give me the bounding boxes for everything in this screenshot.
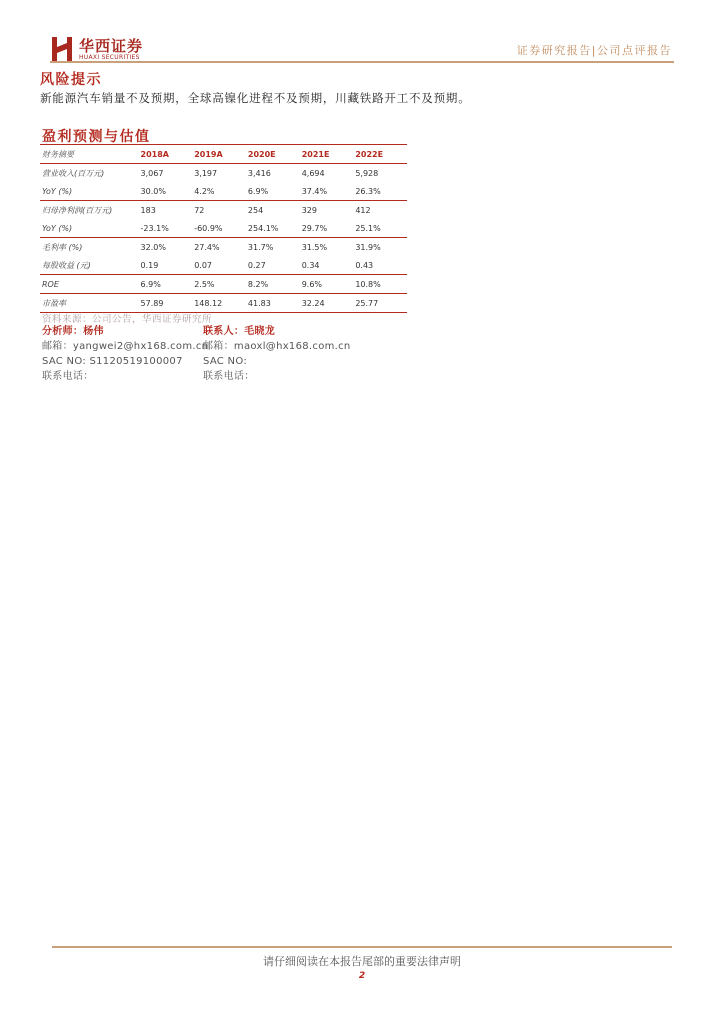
- table-cell: 412: [355, 205, 371, 215]
- forecast-section-title: 盈利预测与估值: [42, 129, 151, 145]
- table-cell: 0.07: [192, 256, 246, 275]
- logo-chinese-name: 华西证券: [79, 37, 144, 55]
- table-source-note: 资料来源：公司公告，华西证券研究所: [42, 314, 213, 325]
- table-row: [40, 275, 407, 294]
- risk-section-text: 新能源汽车销量不及预期，全球高镍化进程不及预期，川藏铁路开工不及预期。: [40, 91, 471, 105]
- analyst-sac-number: SAC NO: S1120519100007: [42, 356, 183, 367]
- row-label: 归母净利润(百万元): [42, 205, 113, 215]
- row-label: 市盈率: [40, 294, 139, 313]
- header-divider: [50, 61, 674, 63]
- table-cell: 3,197: [194, 168, 218, 178]
- analyst-email[interactable]: 邮箱：yangwei2@hx168.com.cn: [42, 341, 209, 352]
- row-label: ROE: [40, 275, 139, 294]
- table-cell: 37.4%: [300, 182, 354, 201]
- table-cell: 4,694: [301, 168, 325, 178]
- analyst-block: [42, 324, 208, 384]
- forecast-table-header: [40, 145, 407, 164]
- table-cell: 6.9%: [139, 275, 193, 294]
- forecast-table: [40, 144, 407, 313]
- page-number: 2: [358, 971, 366, 981]
- table-cell: 57.89: [139, 294, 193, 313]
- table-cell: 26.3%: [353, 182, 407, 201]
- contact-block: [203, 324, 351, 384]
- table-row: [40, 201, 407, 220]
- legal-notice: 请仔细阅读在本报告尾部的重要法律声明: [263, 955, 461, 968]
- table-row: [40, 219, 407, 238]
- table-cell: 27.4%: [194, 242, 220, 252]
- table-row: [40, 238, 407, 257]
- analyst-phone: 联系电话：: [42, 371, 94, 382]
- table-header-year: 2019A: [192, 145, 246, 164]
- table-header-year: 2021E: [300, 145, 354, 164]
- table-row: [40, 256, 407, 275]
- report-type-label: 证券研究报告|公司点评报告: [516, 44, 672, 57]
- table-cell: 29.7%: [300, 219, 354, 238]
- contact-sac-number: SAC NO:: [203, 356, 248, 367]
- table-header-label: 财务摘要: [40, 145, 139, 164]
- table-row: [40, 294, 407, 313]
- table-cell: 4.2%: [192, 182, 246, 201]
- table-row: [40, 182, 407, 201]
- table-cell: 5,928: [355, 168, 379, 178]
- table-cell: 148.12: [192, 294, 246, 313]
- contact-name: 联系人：毛晓龙: [203, 326, 276, 337]
- table-row: [40, 164, 407, 183]
- table-cell: 25.77: [353, 294, 407, 313]
- row-label: 营业收入(百万元): [42, 168, 105, 178]
- table-header-year: 2020E: [246, 145, 300, 164]
- table-cell: 30.0%: [139, 182, 193, 201]
- table-cell: 9.6%: [300, 275, 354, 294]
- table-cell: 6.9%: [246, 182, 300, 201]
- row-label: 毛利率 (%): [42, 242, 83, 252]
- table-cell: 72: [194, 205, 205, 215]
- huaxi-logo-icon: [50, 35, 74, 63]
- table-cell: 8.2%: [246, 275, 300, 294]
- table-cell: 254: [247, 205, 264, 215]
- contact-phone: 联系电话：: [203, 371, 255, 382]
- table-cell: -23.1%: [139, 219, 193, 238]
- table-cell: 25.1%: [353, 219, 407, 238]
- contact-email[interactable]: 邮箱：maoxl@hx168.com.cn: [203, 341, 351, 352]
- table-cell: 2.5%: [192, 275, 246, 294]
- table-cell: 32.0%: [140, 242, 166, 252]
- table-cell: 183: [140, 205, 156, 215]
- table-cell: 0.27: [246, 256, 300, 275]
- logo-english-name: HUAXI SECURITIES: [79, 54, 140, 61]
- table-header-year: 2022E: [353, 145, 407, 164]
- table-cell: 31.5%: [301, 242, 328, 252]
- row-label: YoY (%): [40, 182, 139, 201]
- table-cell: 0.43: [353, 256, 407, 275]
- row-label: 每股收益 (元): [40, 256, 139, 275]
- table-cell: 41.83: [246, 294, 300, 313]
- table-cell: 0.19: [139, 256, 193, 275]
- table-cell: -60.9%: [192, 219, 246, 238]
- table-cell: 31.7%: [247, 242, 274, 252]
- table-cell: 31.9%: [355, 242, 381, 252]
- table-header-year: 2018A: [139, 145, 193, 164]
- table-cell: 32.24: [300, 294, 354, 313]
- table-cell: 329: [301, 205, 317, 215]
- table-cell: 10.8%: [353, 275, 407, 294]
- table-cell: 0.34: [300, 256, 354, 275]
- table-cell: 3,067: [140, 168, 164, 178]
- table-cell: 254.1%: [246, 219, 300, 238]
- footer-divider: [52, 946, 672, 948]
- risk-section-title: 风险提示: [40, 72, 102, 88]
- table-cell: 3,416: [247, 168, 271, 178]
- row-label: YoY (%): [40, 219, 139, 238]
- analyst-name: 分析师：杨伟: [42, 326, 104, 337]
